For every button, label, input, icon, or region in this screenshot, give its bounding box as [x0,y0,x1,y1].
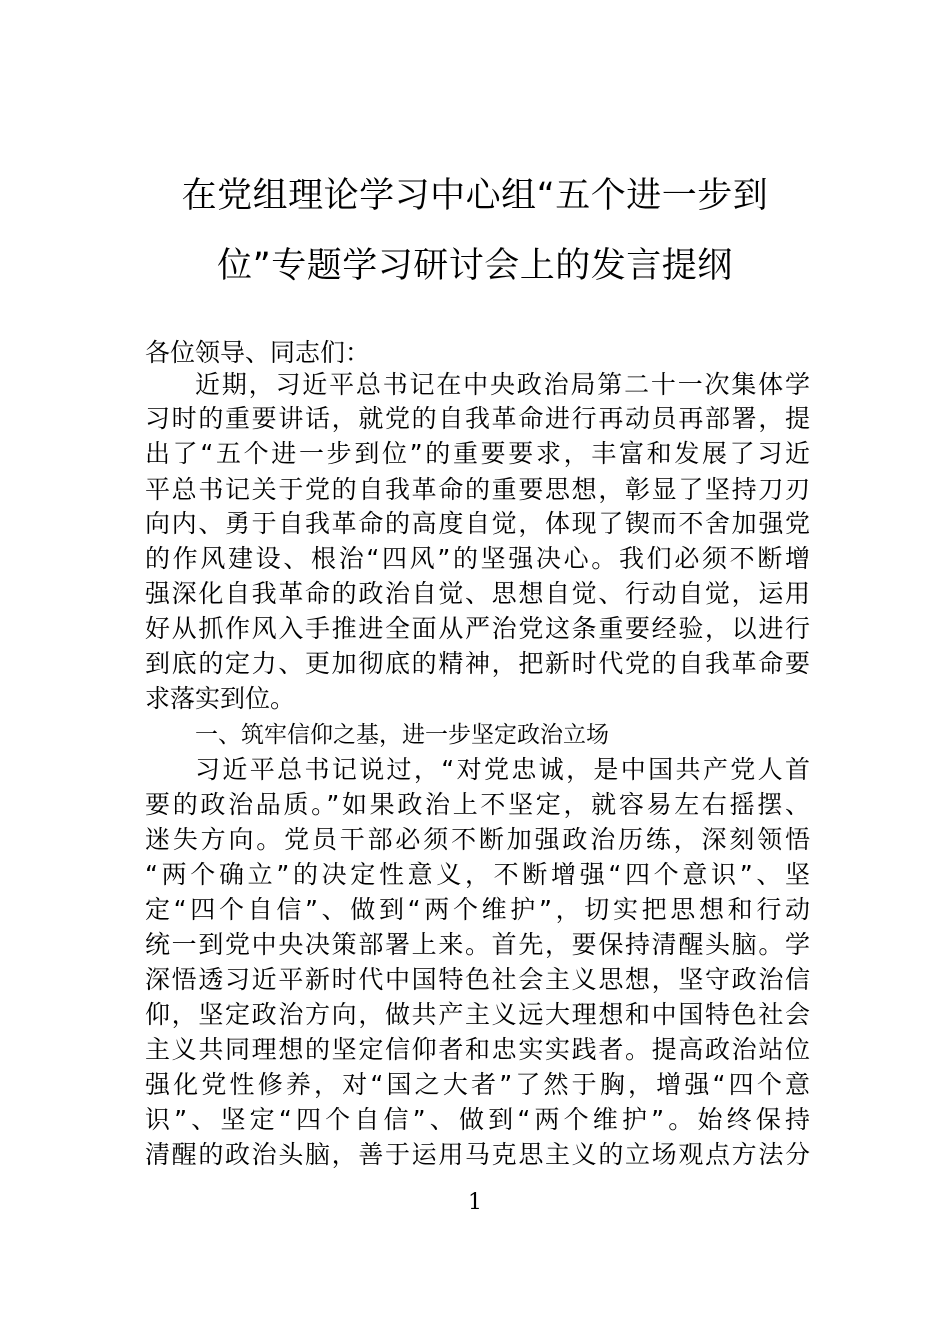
paragraph-1-line: 的作风建设、根治“四风”的坚强决心。我们必须不断增 [145,544,810,573]
paragraph-2-line: 仰，坚定政治方向，做共产主义远大理想和中国特色社会 [145,1000,810,1029]
paragraph-1-line: 近期，习近平总书记在中央政治局第二十一次集体学 [195,370,810,399]
paragraph-1-line: 向内、勇于自我革命的高度自觉，体现了锲而不舍加强党 [145,509,810,538]
paragraph-2-line: 强化党性修养，对“国之大者”了然于胸，增强“四个意 [145,1070,810,1099]
paragraph-2-line: 习近平总书记说过，“对党忠诚，是中国共产党人首 [195,755,810,784]
paragraph-1-line: 平总书记关于党的自我革命的重要思想，彰显了坚持刀刃 [145,475,810,504]
paragraph-2-line: 识”、坚定“四个自信”、做到“两个维护”。始终保持 [145,1105,810,1134]
paragraph-2-line: 统一到党中央决策部署上来。首先，要保持清醒头脑。学 [145,930,810,959]
paragraph-1-line: 到底的定力、更加彻底的精神，把新时代党的自我革命要 [145,649,810,678]
paragraph-2-line: 要的政治品质。”如果政治上不坚定，就容易左右摇摆、 [145,790,810,819]
paragraph-1-line: 出了“五个进一步到位”的重要要求，丰富和发展了习近 [145,439,810,468]
document-title-line-2: 位”专题学习研讨会上的发言提纲 [217,246,733,286]
paragraph-2-line: 主义共同理想的坚定信仰者和忠实实践者。提高政治站位 [145,1035,810,1064]
salutation: 各位领导、同志们： [145,338,371,367]
paragraph-1-line: 求落实到位。 [145,684,296,713]
paragraph-2-line: 定“四个自信”、做到“两个维护”，切实把思想和行动 [145,895,810,924]
paragraph-2-line: 深悟透习近平新时代中国特色社会主义思想，坚守政治信 [145,965,810,994]
paragraph-1-line: 强深化自我革命的政治自觉、思想自觉、行动自觉，运用 [145,579,810,608]
paragraph-1-line: 习时的重要讲话，就党的自我革命进行再动员再部署，提 [145,404,810,433]
document-title-line-1: 在党组理论学习中心组“五个进一步到 [181,176,769,216]
paragraph-1-line: 好从抓作风入手推进全面从严治党这条重要经验，以进行 [145,614,810,643]
paragraph-2-line: 迷失方向。党员干部必须不断加强政治历练，深刻领悟 [145,825,810,854]
paragraph-2-line: “两个确立”的决定性意义，不断增强“四个意识”、坚 [145,860,810,889]
paragraph-2-line: 清醒的政治头脑，善于运用马克思主义的立场观点方法分 [145,1140,810,1169]
page-number: 1 [468,1190,482,1215]
section-heading: 一、筑牢信仰之基，进一步坚定政治立场 [195,722,609,748]
